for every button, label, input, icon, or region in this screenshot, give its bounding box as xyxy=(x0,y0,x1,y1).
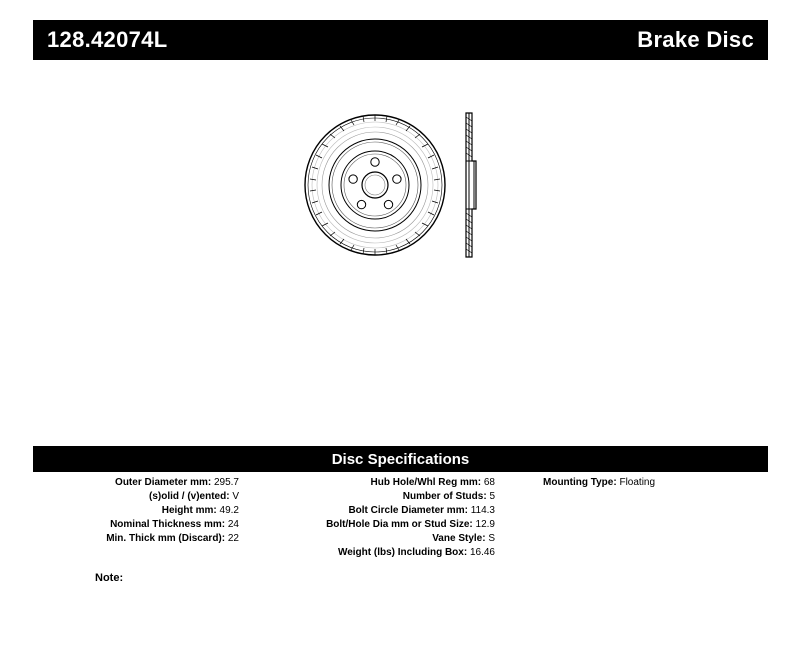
spec-value: 24 xyxy=(227,519,239,530)
spec-row xyxy=(33,532,239,546)
spec-value: 5 xyxy=(489,491,495,502)
spec-value: Floating xyxy=(619,477,656,488)
spec-row xyxy=(33,490,239,504)
rotor-drawing-svg xyxy=(290,95,520,275)
spec-row xyxy=(255,532,495,546)
spec-row xyxy=(33,518,239,532)
spec-label: Outer Diameter mm: xyxy=(115,477,212,488)
brake-rotor-figure xyxy=(290,95,520,275)
spec-row xyxy=(33,504,239,518)
spec-label: Height mm: xyxy=(161,505,217,516)
spec-value: 49.2 xyxy=(219,505,239,516)
spec-value: 16.46 xyxy=(469,547,495,558)
spec-row xyxy=(255,504,495,518)
spec-value: 295.7 xyxy=(213,477,239,488)
spec-row xyxy=(255,518,495,532)
specs-middle-column xyxy=(255,476,495,560)
spec-row xyxy=(33,476,239,490)
spec-row xyxy=(255,490,495,504)
specs-right-column xyxy=(543,476,768,490)
spec-value: 68 xyxy=(483,477,495,488)
spec-value: V xyxy=(232,491,239,502)
spec-row xyxy=(255,546,495,560)
specifications-columns xyxy=(33,476,768,586)
note-label: Note: xyxy=(95,572,124,584)
spec-value: 22 xyxy=(227,533,239,544)
spec-row xyxy=(543,476,768,490)
disc-specifications-bar xyxy=(33,446,768,472)
spec-row xyxy=(255,476,495,490)
header-bar xyxy=(33,20,768,60)
spec-label: (s)olid / (v)ented: xyxy=(148,491,230,502)
spec-value: 12.9 xyxy=(475,519,495,530)
part-number: 128.42074L xyxy=(47,27,168,52)
spec-value: 114.3 xyxy=(470,505,495,516)
spec-label: Hub Hole/Whl Reg mm: xyxy=(370,477,482,488)
spec-label: Bolt Circle Diameter mm: xyxy=(348,505,468,516)
disc-specifications-title: Disc Specifications xyxy=(331,450,470,468)
spec-label: Number of Studs: xyxy=(402,491,487,502)
page-title: Brake Disc xyxy=(637,27,754,52)
spec-value: S xyxy=(488,533,495,544)
spec-label: Nominal Thickness mm: xyxy=(110,519,226,530)
spec-label: Min. Thick mm (Discard): xyxy=(106,533,226,544)
spec-label: Weight (lbs) Including Box: xyxy=(337,547,468,558)
specs-left-column xyxy=(33,476,239,546)
spec-label: Mounting Type: xyxy=(543,477,617,488)
spec-label: Bolt/Hole Dia mm or Stud Size: xyxy=(326,519,473,530)
spec-label: Vane Style: xyxy=(432,533,486,544)
